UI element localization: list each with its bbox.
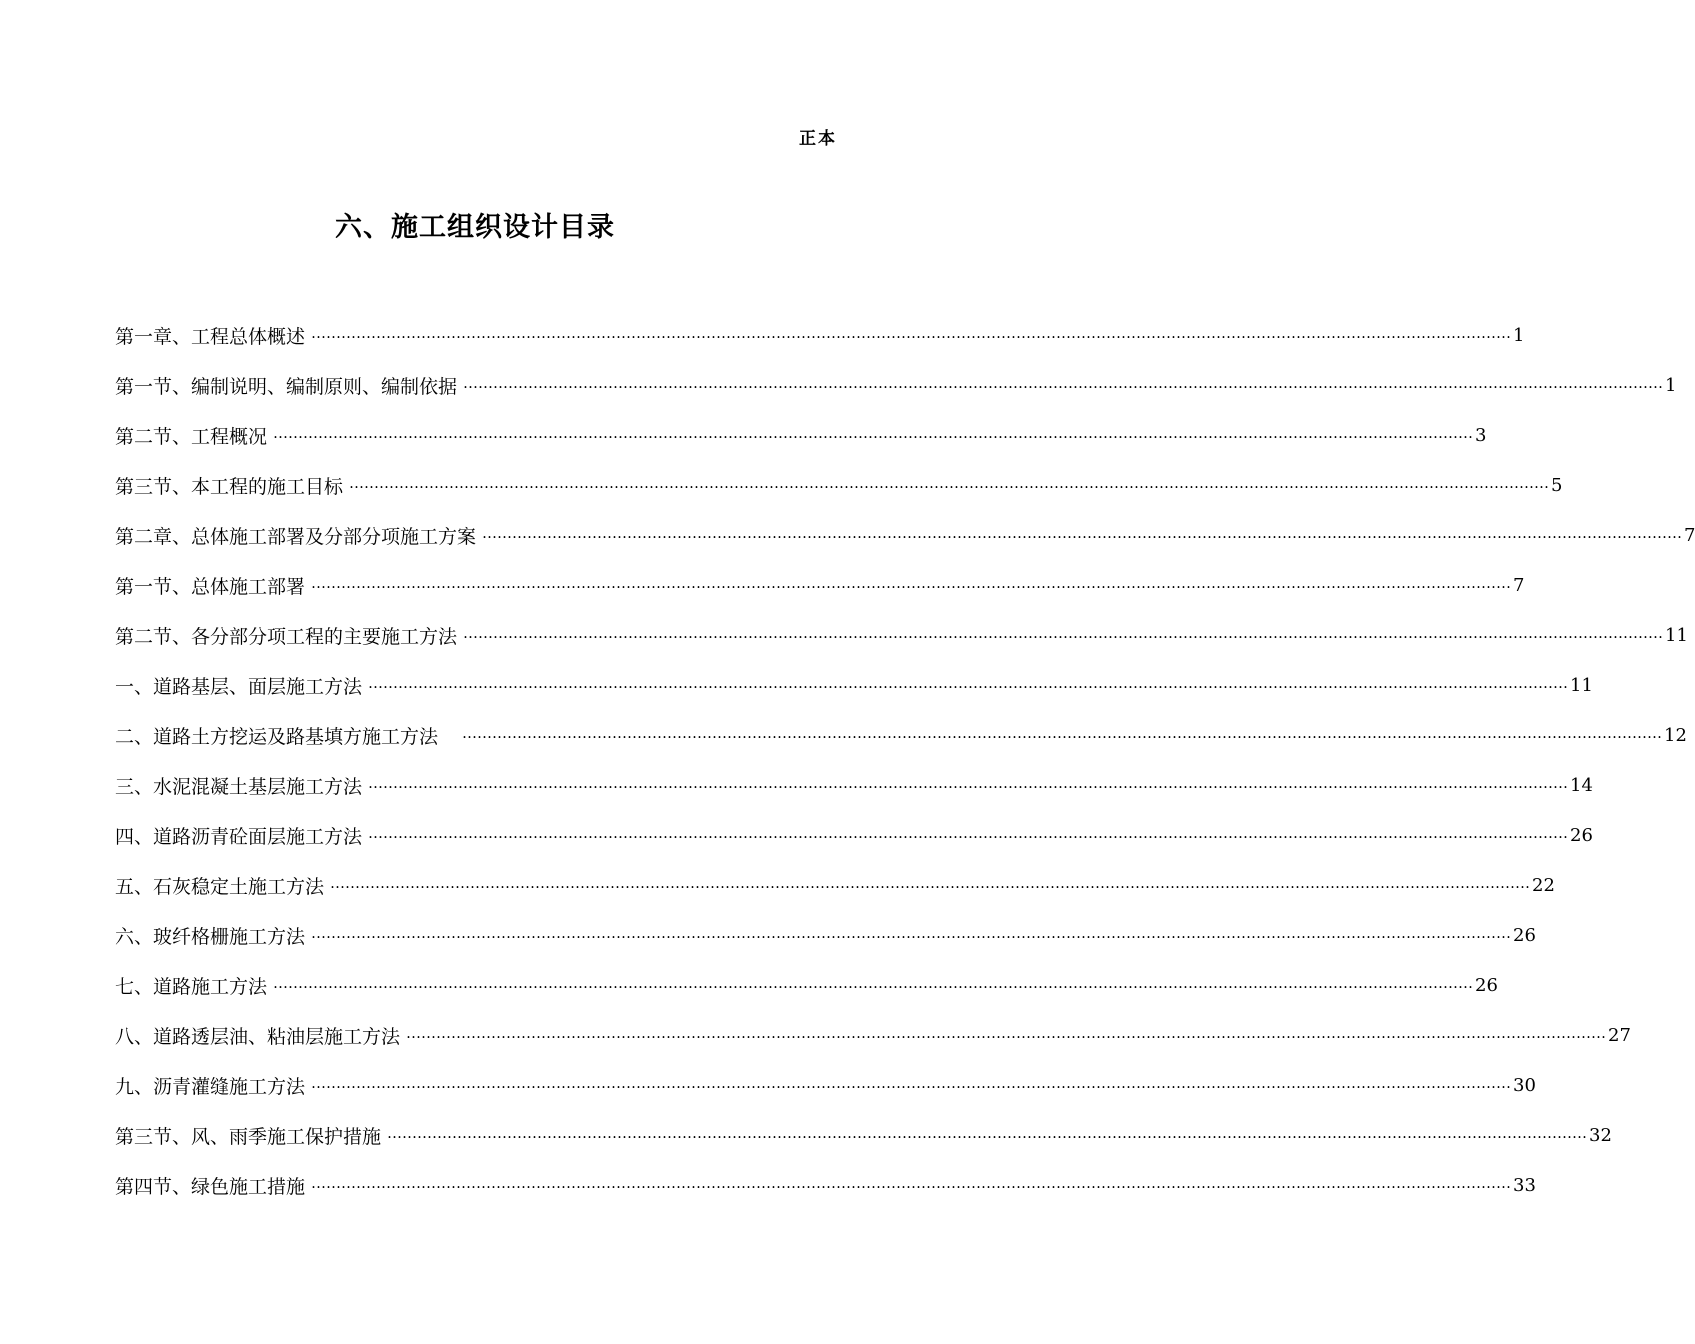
toc-leader-dots: ……………………………………………………………………………………………………………………………………………………………………………………………………………………: [311, 923, 1512, 942]
toc-entry-title: 第一节、总体施工部署: [115, 575, 306, 598]
toc-page-number: 3: [1475, 424, 1487, 446]
toc-entry[interactable]: [115, 560, 1525, 610]
toc-entry-title: 第四节、绿色施工措施: [115, 1175, 306, 1198]
toc-page-number: 7: [1513, 574, 1525, 596]
toc-entry-title: 二、道路土方挖运及路基填方施工方法: [115, 725, 439, 748]
toc-page-number: 32: [1589, 1124, 1612, 1146]
toc-entry[interactable]: [115, 610, 1688, 660]
toc-leader-dots: ……………………………………………………………………………………………………………………………………………………………………………………………………………………: [463, 373, 1664, 392]
toc-entry-title: 五、石灰稳定土施工方法: [115, 875, 325, 898]
toc-entry[interactable]: [115, 1010, 1631, 1060]
toc-leader-dots: ……………………………………………………………………………………………………………………………………………………………………………………………………………………: [273, 973, 1474, 992]
toc-leader-dots: ……………………………………………………………………………………………………………………………………………………………………………………………………………………: [482, 523, 1683, 542]
toc-leader-dots: ……………………………………………………………………………………………………………………………………………………………………………………………………………………: [368, 673, 1569, 692]
document-stamp: 正本: [799, 129, 837, 149]
toc-entry[interactable]: [115, 760, 1593, 810]
toc-entry-title: 三、水泥混凝土基层施工方法: [115, 775, 363, 798]
toc-entry[interactable]: [115, 410, 1487, 460]
toc-entry[interactable]: [115, 710, 1687, 760]
toc-page-number: 7: [1684, 524, 1695, 546]
toc-entry-title: 九、沥青灌缝施工方法: [115, 1075, 306, 1098]
toc-page-number: 26: [1570, 824, 1593, 846]
toc-page-number: 14: [1570, 774, 1593, 796]
toc-entry-title: 第三节、风、雨季施工保护措施: [115, 1125, 382, 1148]
toc-page-number: 27: [1608, 1024, 1631, 1046]
toc-entry-title: 第三节、本工程的施工目标: [115, 475, 344, 498]
toc-entry[interactable]: [115, 860, 1555, 910]
toc-page-number: 30: [1513, 1074, 1536, 1096]
toc-entry-title: 第二节、工程概况: [115, 425, 268, 448]
toc-page-number: 1: [1513, 324, 1525, 346]
toc-entry[interactable]: [115, 510, 1695, 560]
toc-leader-dots: ……………………………………………………………………………………………………………………………………………………………………………………………………………………: [330, 873, 1531, 892]
toc-page-number: 11: [1570, 674, 1593, 696]
toc-entry[interactable]: [115, 910, 1536, 960]
toc-entry-title: 第二节、各分部分项工程的主要施工方法: [115, 625, 458, 648]
toc-entry[interactable]: [115, 1160, 1536, 1210]
toc-leader-dots: ……………………………………………………………………………………………………………………………………………………………………………………………………………………: [273, 423, 1474, 442]
toc-entry-title: 一、道路基层、面层施工方法: [115, 675, 363, 698]
table-of-contents: [115, 310, 1695, 1210]
toc-entry-title: 第二章、总体施工部署及分部分项施工方案: [115, 525, 477, 548]
toc-leader-dots: ……………………………………………………………………………………………………………………………………………………………………………………………………………………: [462, 723, 1663, 742]
toc-entry-title: 六、玻纤格栅施工方法: [115, 925, 306, 948]
toc-leader-dots: ……………………………………………………………………………………………………………………………………………………………………………………………………………………: [406, 1023, 1607, 1042]
toc-page-number: 26: [1475, 974, 1498, 996]
toc-leader-dots: ……………………………………………………………………………………………………………………………………………………………………………………………………………………: [311, 1073, 1512, 1092]
toc-entry[interactable]: [115, 310, 1525, 360]
toc-page-number: 1: [1665, 374, 1677, 396]
toc-entry-title: 第一章、工程总体概述: [115, 325, 306, 348]
toc-page-number: 22: [1532, 874, 1555, 896]
toc-leader-dots: ……………………………………………………………………………………………………………………………………………………………………………………………………………………: [387, 1123, 1588, 1142]
toc-entry-title: 七、道路施工方法: [115, 975, 268, 998]
toc-entry[interactable]: [115, 1110, 1612, 1160]
toc-page-number: 12: [1664, 724, 1687, 746]
toc-page-number: 11: [1665, 624, 1688, 646]
toc-leader-dots: ……………………………………………………………………………………………………………………………………………………………………………………………………………………: [311, 573, 1512, 592]
toc-leader-dots: ……………………………………………………………………………………………………………………………………………………………………………………………………………………: [463, 623, 1664, 642]
toc-entry[interactable]: [115, 360, 1677, 410]
toc-entry-title: 四、道路沥青砼面层施工方法: [115, 825, 363, 848]
toc-leader-dots: ……………………………………………………………………………………………………………………………………………………………………………………………………………………: [368, 823, 1569, 842]
toc-leader-dots: ……………………………………………………………………………………………………………………………………………………………………………………………………………………: [368, 773, 1569, 792]
toc-entry[interactable]: [115, 1060, 1536, 1110]
toc-leader-dots: ……………………………………………………………………………………………………………………………………………………………………………………………………………………: [311, 1173, 1512, 1192]
toc-entry-title: 第一节、编制说明、编制原则、编制依据: [115, 375, 458, 398]
toc-entry[interactable]: [115, 810, 1593, 860]
toc-entry[interactable]: [115, 660, 1593, 710]
toc-leader-dots: ……………………………………………………………………………………………………………………………………………………………………………………………………………………: [311, 323, 1512, 342]
toc-page-number: 26: [1513, 924, 1536, 946]
toc-leader-dots: ……………………………………………………………………………………………………………………………………………………………………………………………………………………: [349, 473, 1550, 492]
toc-page-number: 33: [1513, 1174, 1536, 1196]
page-title: 六、施工组织设计目录: [335, 212, 615, 243]
toc-entry[interactable]: [115, 460, 1563, 510]
toc-page-number: 5: [1551, 474, 1563, 496]
toc-entry-title: 八、道路透层油、粘油层施工方法: [115, 1025, 401, 1048]
toc-entry[interactable]: [115, 960, 1498, 1010]
